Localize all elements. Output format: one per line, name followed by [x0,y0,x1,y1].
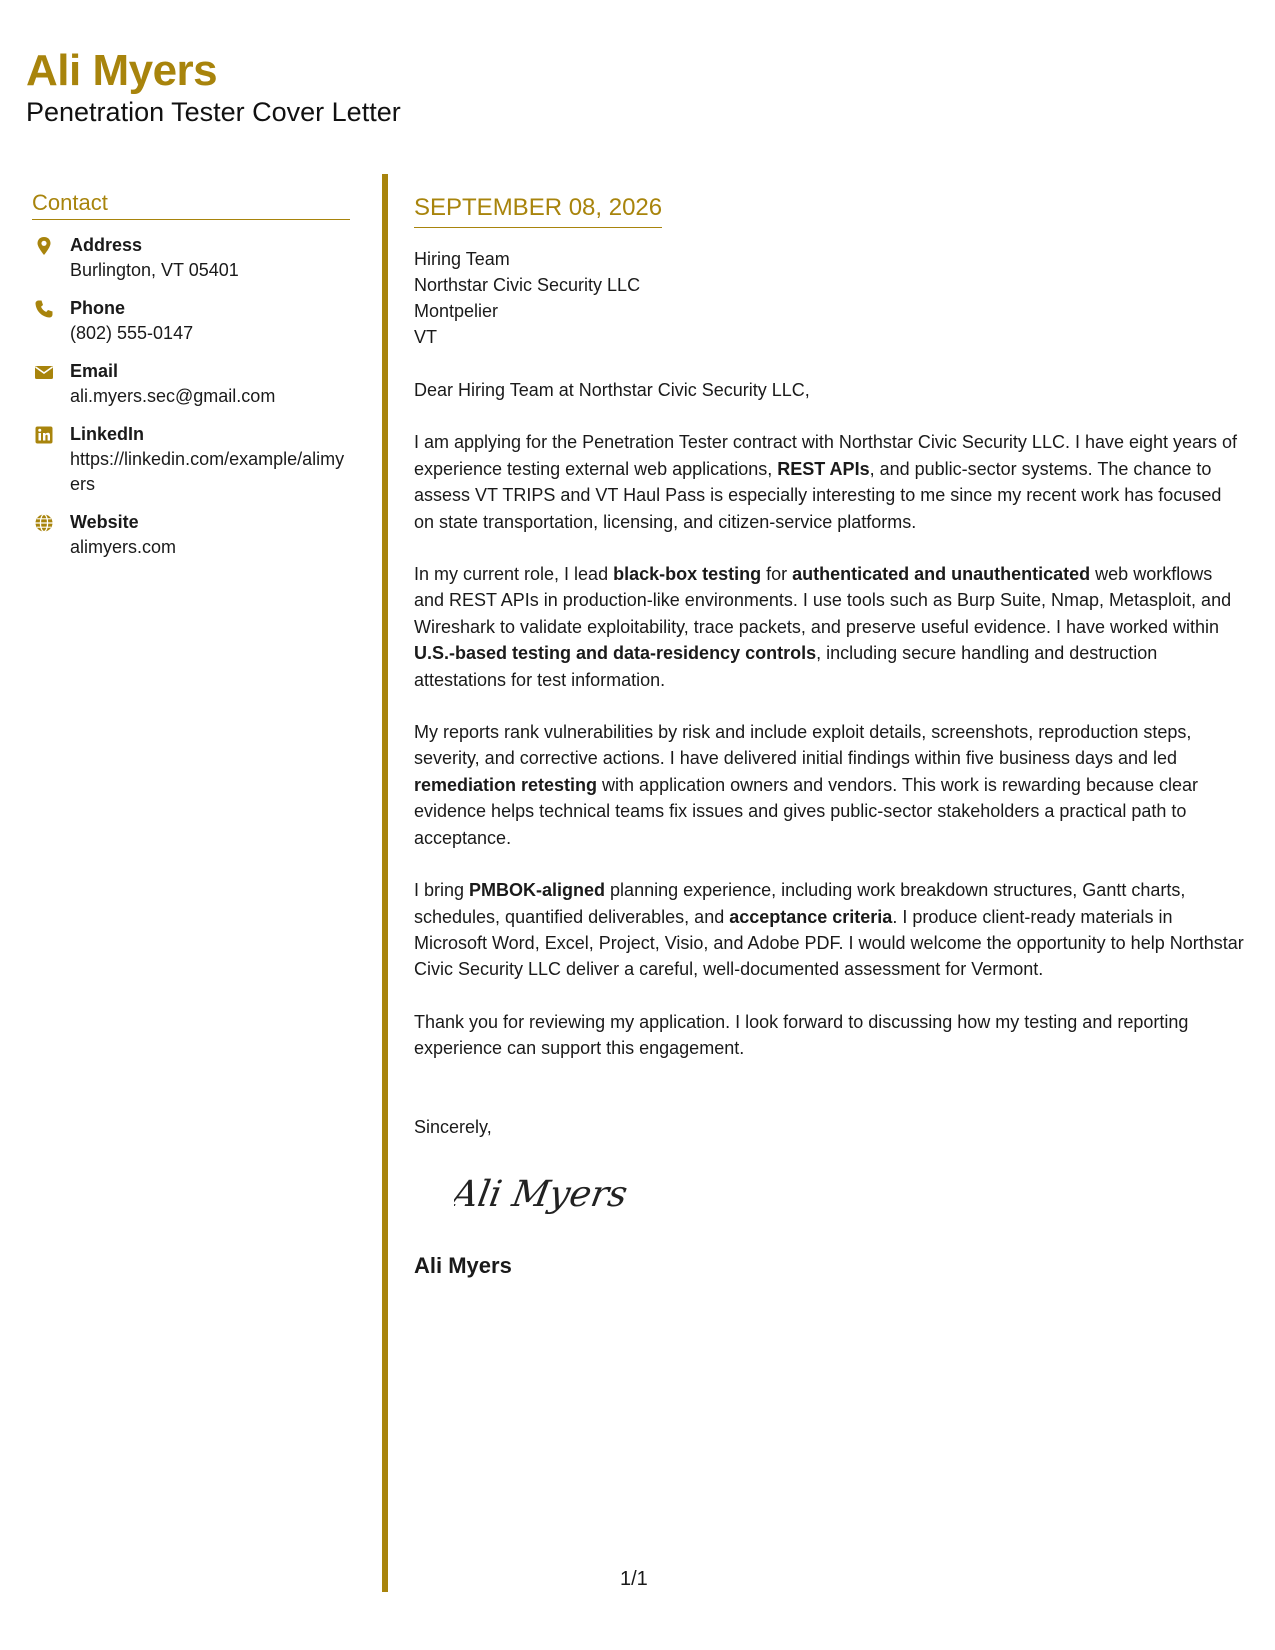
letter-body [414,193,1244,1280]
emphasis-text: U.S.-based testing and data-residency controls [414,643,817,664]
handwritten-signature [454,1162,654,1222]
emphasis-text: black-box testing [613,564,762,585]
recipient-line: Northstar Civic Security LLC [414,275,641,295]
linkedin-icon [34,425,54,445]
paragraph-text: I am applying for the Penetration Tester contract with Northstar Civic Security LLC. I have eight years of experience testing external web applications, [414,432,1238,479]
contact-sidebar [32,190,350,560]
paragraph-text: My reports rank vulnerabilities by risk and include exploit details, screenshots, reproduction steps, severity, and corrective actions. I have delivered initial findings within five business days and led [414,722,1192,769]
applicant-name: Ali Myers [26,46,218,95]
contact-heading: Contact [32,190,350,220]
contact-phone [32,296,350,346]
contact-website [32,510,350,560]
contact-value: (802) 555-0147 [70,323,194,343]
contact-value: ali.myers.sec@gmail.com [70,386,276,406]
phone-icon [34,299,54,319]
paragraph-text: I bring [414,880,470,901]
contact-label: Phone [70,298,126,318]
paragraph-text: for [761,564,793,585]
emphasis-text: acceptance criteria [729,906,893,927]
globe-icon [34,513,54,533]
contact-email [32,359,350,409]
emphasis-text: REST APIs [777,458,870,479]
paragraph-text: In my current role, I lead [414,564,614,585]
salutation: Dear Hiring Team at Northstar Civic Security LLC, [414,380,810,400]
letter-date: SEPTEMBER 08, 2026 [414,193,662,228]
letter-paragraph [414,877,1244,983]
paragraph-text: , including secure handling and destruction attestations for test information. [414,643,1158,690]
contact-label: Address [70,235,143,255]
recipient-line: Montpelier [414,301,499,321]
paragraph-text: with application owners and vendors. This work is rewarding because clear evidence helps technical teams fix issues and gives public-sector stakeholders a practical path to acceptance. [414,774,1199,848]
paragraph-text: Thank you for reviewing my application. I look forward to discussing how my testing and reporting experience can support this engagement. [414,1011,1189,1059]
map-pin-icon [34,236,54,256]
letter-paragraph [414,429,1244,535]
svg-text:Ali Myers: Ali Myers [454,1172,631,1215]
letter-paragraph [414,561,1244,693]
letter-paragraph [414,1009,1244,1062]
contact-link[interactable]: https://linkedin.com/example/alimyers [70,449,345,494]
contact-address [32,233,350,283]
contact-label: Email [70,361,119,381]
contact-value: Burlington, VT 05401 [70,260,239,280]
page-number: 1/1 [620,1568,648,1590]
recipient-line: Hiring Team [414,249,510,269]
paragraph-text: , and public-sector systems. The chance to assess VT TRIPS and VT Haul Pass is especially interesting to me since my recent work has focused on state transportation, licensing, and citizen-service platforms. [414,458,1222,532]
contact-linkedin [32,422,350,497]
letter-paragraph [414,719,1244,851]
emphasis-text: PMBOK-aligned [469,880,606,901]
signer-name: Ali Myers [414,1253,512,1279]
closing: Sincerely, [414,1116,492,1137]
paragraph-text: . I produce client-ready materials in Microsoft Word, Excel, Project, Visio, and Adobe PDF. I would welcome the opportunity to help Northstar Civic Security LLC deliver a careful, well-documented assessment for Vermont. [414,906,1244,980]
vertical-divider [382,174,388,1592]
letter-paragraphs [414,429,1244,1061]
contact-link[interactable]: alimyers.com [70,537,177,557]
envelope-icon [34,362,54,382]
paragraph-text: web workflows and REST APIs in production-like environments. I use tools such as Burp Suite, Nmap, Metasploit, and Wireshark to validate exploitability, trace packets, and preserve useful evidence. I have worked within [414,564,1232,637]
recipient-line: VT [414,327,438,347]
header [26,48,401,129]
contact-label: LinkedIn [70,424,145,444]
paragraph-text: planning experience, including work breakdown structures, Gantt charts, schedules, quantified deliverables, and [414,880,1186,927]
emphasis-text: authenticated and unauthenticated [792,564,1091,585]
contact-label: Website [70,512,139,532]
document-subtitle: Penetration Tester Cover Letter [26,97,401,128]
recipient-block [414,246,1244,350]
emphasis-text: remediation retesting [414,774,598,795]
